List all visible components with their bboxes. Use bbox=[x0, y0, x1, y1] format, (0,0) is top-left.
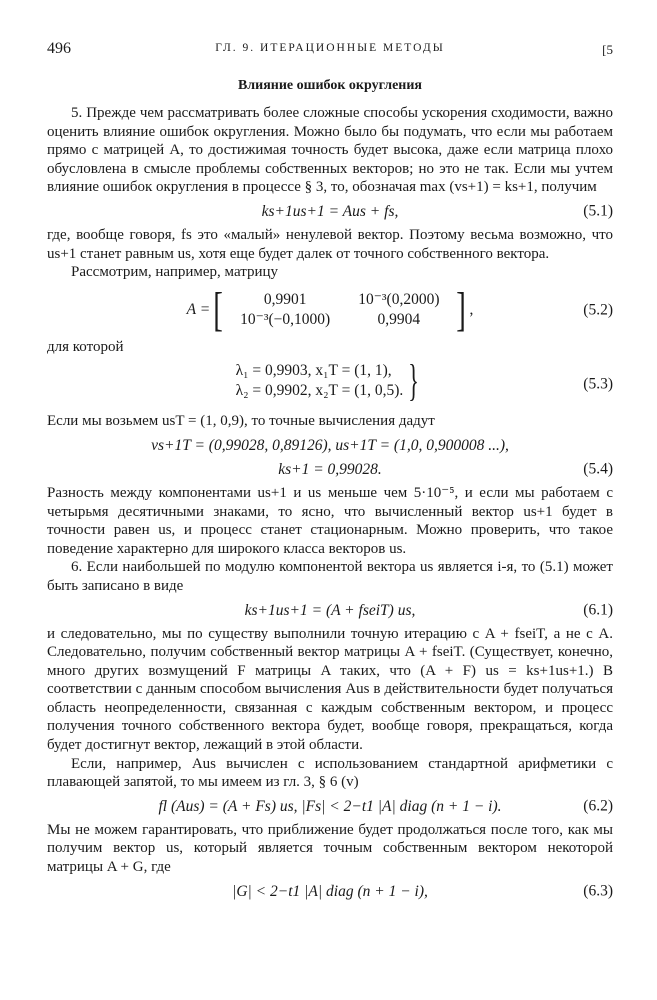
paragraph-floating-point: Если, например, Aus вычислен с использованием стандартной арифметики с плавающей запятой, то мы имеем из гл. 3, § 6 (v) bbox=[47, 755, 613, 791]
paragraph-difference: Разность между компонентами us+1 и us меньше чем 5·10⁻⁵, и если мы работаем с четырьмя десятичными знаками, то ясно, что вычисленный вектор us+1 будет в точности равен us, и процесс станет стационарным. Можно проверить, что такое поведение характерно для широкого класса векторов us. bbox=[47, 484, 613, 557]
section-mark: [5 bbox=[602, 42, 613, 57]
eigen-system bbox=[235, 356, 425, 406]
equation-5-1-number: (5.1) bbox=[583, 202, 613, 220]
left-bracket-icon: [ bbox=[213, 282, 223, 336]
paragraph-cannot-guarantee: Мы не можем гарантировать, что приближение будет продолжаться после того, как мы получим вектор us, который является точным собственным вектором некоторой матрицы A + G, где bbox=[47, 821, 613, 876]
page-header bbox=[47, 40, 613, 62]
matrix-a bbox=[186, 282, 474, 336]
paragraph-consider-matrix: Рассмотрим, например, матрицу bbox=[71, 264, 279, 281]
equation-6-1 bbox=[47, 601, 613, 620]
equation-5-4 bbox=[47, 460, 613, 479]
right-bracket-icon: ] bbox=[456, 282, 467, 336]
paragraph-small-vector: где, вообще говоря, fs это «малый» ненулевой вектор. Поэтому весьма возможно, что us+1 станет равным us, хотя еще будет далек от точного собственного вектора. bbox=[47, 226, 613, 262]
equation-5-4a bbox=[47, 436, 613, 455]
matrix-cell: 10⁻³(−0,1000) bbox=[240, 310, 331, 328]
matrix-cell: 0,9901 bbox=[263, 290, 307, 308]
matrix-a-tail: , bbox=[469, 301, 474, 319]
equation-5-4-body: ks+1 = 0,99028. bbox=[278, 460, 382, 478]
right-brace-icon: } bbox=[408, 356, 420, 406]
paragraph-6-intro: 6. Если наибольшей по модулю компонентой вектора us является i-я, то (5.1) может быть записано в виде bbox=[47, 559, 613, 594]
running-title: ГЛ. 9. ИТЕРАЦИОННЫЕ МЕТОДЫ bbox=[215, 42, 445, 54]
section-title: Влияние ошибок округления bbox=[237, 78, 423, 93]
page-number: 496 bbox=[47, 40, 71, 57]
equation-6-2-body: fl (Aus) = (A + Fs) us, |Fs| < 2−t1 |A| diag (n + 1 − i). bbox=[158, 797, 502, 815]
equation-6-3-number: (6.3) bbox=[583, 882, 613, 900]
matrix-cell: 0,9904 bbox=[377, 310, 421, 328]
equation-5-1 bbox=[47, 202, 613, 221]
equation-6-3-body: |G| < 2−t1 |A| diag (n + 1 − i), bbox=[232, 882, 428, 900]
equation-5-1-body: ks+1us+1 = Aus + fs, bbox=[261, 202, 399, 220]
paragraph-exact-computation: Если мы возьмем usT = (1, 0,9), то точные вычисления дадут bbox=[47, 413, 435, 430]
book-page bbox=[47, 40, 613, 906]
equation-5-3-number: (5.3) bbox=[583, 375, 613, 393]
equation-5-4-number: (5.4) bbox=[583, 460, 613, 478]
paragraph-exact-iteration: и следовательно, мы по существу выполнили точную итерацию с A + fseiT, а не с A. Следовательно, получим собственный вектор матрицы A + fseiT. (Существует, конечно, много других возмущений F матрицы A таких, что (A + F) us = ks+1us+1.) В соответствии с данным способом вычисления Aus в действительности будет получаться область неопределенности, связанная с каждым собственным вектором, и процесс получения точного собственного вектора будет, вообще говоря, прекращаться, когда будет достигнут вектор, лежащий в этой области. bbox=[47, 625, 613, 754]
equation-6-3 bbox=[47, 882, 613, 901]
equation-6-2 bbox=[47, 797, 613, 816]
paragraph-5-intro: 5. Прежде чем рассматривать более сложные способы ускорения сходимости, важно оценить влияние ошибок округления. Можно было бы подумать, что если мы работаем прямо с матрицей A, то достижимая точность будет высока, даже если матрица плохо обусловлена в смысле проблемы собственных векторов; но это не так. Если мы учтем влияние ошибок округления в процессе § 3, то, обозначая max (vs+1) = ks+1, получим bbox=[47, 105, 613, 196]
equation-5-4a-body: vs+1T = (0,99028, 0,89126), us+1T = (1,0, 0,900008 ...), bbox=[151, 436, 509, 454]
equation-5-2-number: (5.2) bbox=[583, 301, 613, 319]
equation-5-3 bbox=[47, 356, 613, 407]
equation-6-1-body: ks+1us+1 = (A + fseiT) us, bbox=[244, 601, 416, 619]
equation-6-1-number: (6.1) bbox=[583, 601, 613, 619]
equation-5-2 bbox=[47, 282, 613, 336]
eigen-row-1: λ₁ = 0,9903, x₁T = (1, 1), bbox=[235, 362, 392, 380]
matrix-a-lhs: A = bbox=[186, 301, 211, 319]
equation-6-2-number: (6.2) bbox=[583, 797, 613, 815]
eigen-row-2: λ₂ = 0,9902, x₂T = (1, 0,5). bbox=[235, 382, 404, 400]
matrix-cell: 10⁻³(0,2000) bbox=[358, 290, 440, 308]
matrix-a-table bbox=[226, 290, 453, 330]
paragraph-for-which: для которой bbox=[47, 338, 124, 355]
